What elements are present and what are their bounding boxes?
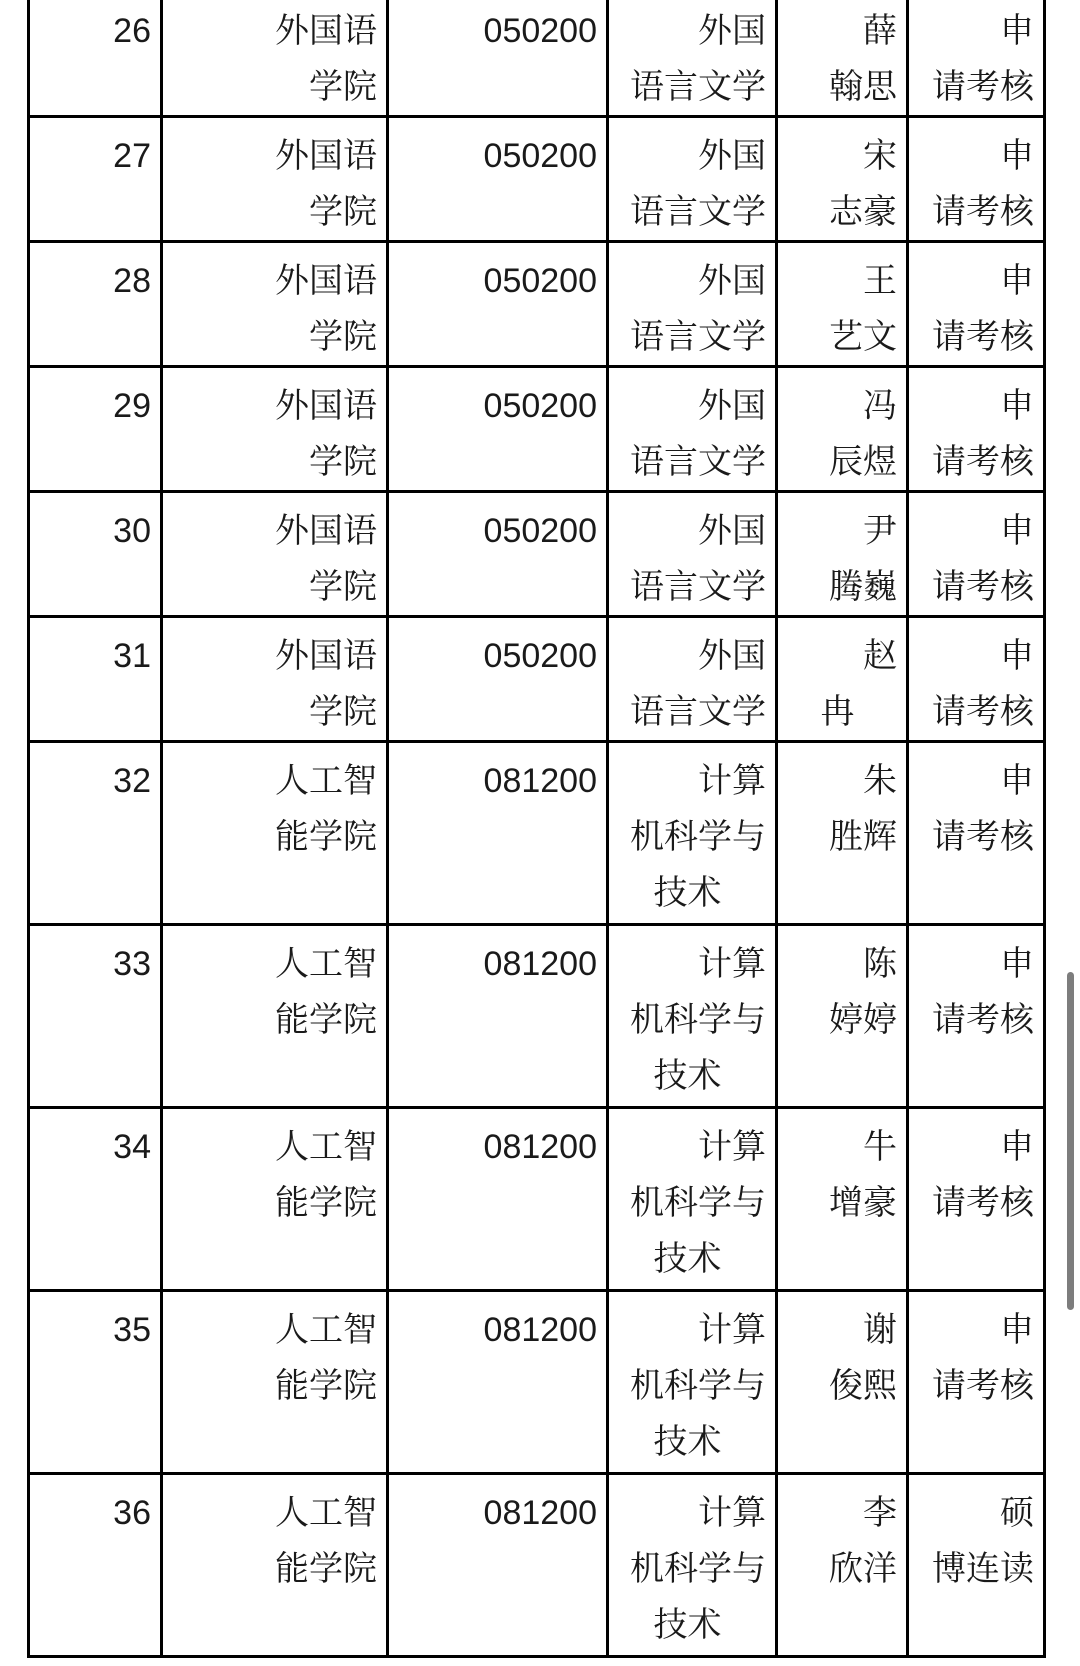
- major-code-cell: 081200: [388, 742, 608, 925]
- department-cell: 外国语 学院: [162, 617, 388, 742]
- admission-method-cell: 硕 博连读: [908, 1474, 1045, 1657]
- row-number: 31: [29, 617, 162, 742]
- department-cell: 外国语 学院: [162, 492, 388, 617]
- student-name-cell: 赵 冉: [777, 617, 908, 742]
- student-name-cell: 李 欣洋: [777, 1474, 908, 1657]
- admission-table-container: [27, 0, 1043, 1658]
- major-name-cell: 计算 机科学与 技术: [608, 1291, 777, 1474]
- row-number: 27: [29, 117, 162, 242]
- table-row: [29, 1474, 1045, 1657]
- department-cell: 外国语 学院: [162, 242, 388, 367]
- department-cell: 外国语 学院: [162, 367, 388, 492]
- vertical-scrollbar[interactable]: [1067, 972, 1074, 1310]
- student-name-cell: 尹 腾巍: [777, 492, 908, 617]
- admission-method-cell: 申 请考核: [908, 617, 1045, 742]
- major-name-cell: 计算 机科学与 技术: [608, 925, 777, 1108]
- row-number: 29: [29, 367, 162, 492]
- student-name-cell: 陈 婷婷: [777, 925, 908, 1108]
- major-code-cell: 081200: [388, 1474, 608, 1657]
- row-number: 26: [29, 0, 162, 117]
- table-row: [29, 742, 1045, 925]
- department-cell: 外国语 学院: [162, 0, 388, 117]
- row-number: 36: [29, 1474, 162, 1657]
- admission-method-cell: 申 请考核: [908, 1108, 1045, 1291]
- row-number: 34: [29, 1108, 162, 1291]
- admission-method-cell: 申 请考核: [908, 242, 1045, 367]
- student-name-cell: 王 艺文: [777, 242, 908, 367]
- row-number: 33: [29, 925, 162, 1108]
- table-row: [29, 0, 1045, 117]
- major-name-cell: 外国 语言文学: [608, 242, 777, 367]
- student-name-cell: 牛 增豪: [777, 1108, 908, 1291]
- row-number: 30: [29, 492, 162, 617]
- admission-method-cell: 申 请考核: [908, 0, 1045, 117]
- major-code-cell: 050200: [388, 617, 608, 742]
- major-name-cell: 计算 机科学与 技术: [608, 742, 777, 925]
- admission-method-cell: 申 请考核: [908, 492, 1045, 617]
- major-name-cell: 计算 机科学与 技术: [608, 1474, 777, 1657]
- major-code-cell: 050200: [388, 367, 608, 492]
- major-name-cell: 外国 语言文学: [608, 617, 777, 742]
- department-cell: 人工智 能学院: [162, 1291, 388, 1474]
- admission-table: [27, 0, 1046, 1658]
- department-cell: 人工智 能学院: [162, 742, 388, 925]
- major-code-cell: 050200: [388, 242, 608, 367]
- student-name-cell: 谢 俊熙: [777, 1291, 908, 1474]
- admission-method-cell: 申 请考核: [908, 367, 1045, 492]
- major-code-cell: 050200: [388, 117, 608, 242]
- major-code-cell: 050200: [388, 0, 608, 117]
- major-name-cell: 外国 语言文学: [608, 117, 777, 242]
- admission-method-cell: 申 请考核: [908, 925, 1045, 1108]
- student-name-cell: 朱 胜辉: [777, 742, 908, 925]
- row-number: 28: [29, 242, 162, 367]
- student-name-cell: 薛 翰思: [777, 0, 908, 117]
- table-row: [29, 367, 1045, 492]
- department-cell: 外国语 学院: [162, 117, 388, 242]
- table-row: [29, 617, 1045, 742]
- row-number: 35: [29, 1291, 162, 1474]
- admission-method-cell: 申 请考核: [908, 742, 1045, 925]
- table-row: [29, 492, 1045, 617]
- major-name-cell: 计算 机科学与 技术: [608, 1108, 777, 1291]
- major-name-cell: 外国 语言文学: [608, 0, 777, 117]
- department-cell: 人工智 能学院: [162, 1108, 388, 1291]
- student-name-cell: 冯 辰煜: [777, 367, 908, 492]
- admission-method-cell: 申 请考核: [908, 1291, 1045, 1474]
- table-row: [29, 1291, 1045, 1474]
- major-name-cell: 外国 语言文学: [608, 492, 777, 617]
- admission-method-cell: 申 请考核: [908, 117, 1045, 242]
- table-row: [29, 1108, 1045, 1291]
- department-cell: 人工智 能学院: [162, 1474, 388, 1657]
- department-cell: 人工智 能学院: [162, 925, 388, 1108]
- row-number: 32: [29, 742, 162, 925]
- major-code-cell: 081200: [388, 1108, 608, 1291]
- major-code-cell: 050200: [388, 492, 608, 617]
- major-code-cell: 081200: [388, 925, 608, 1108]
- table-row: [29, 242, 1045, 367]
- major-name-cell: 外国 语言文学: [608, 367, 777, 492]
- table-row: [29, 925, 1045, 1108]
- major-code-cell: 081200: [388, 1291, 608, 1474]
- student-name-cell: 宋 志豪: [777, 117, 908, 242]
- table-row: [29, 117, 1045, 242]
